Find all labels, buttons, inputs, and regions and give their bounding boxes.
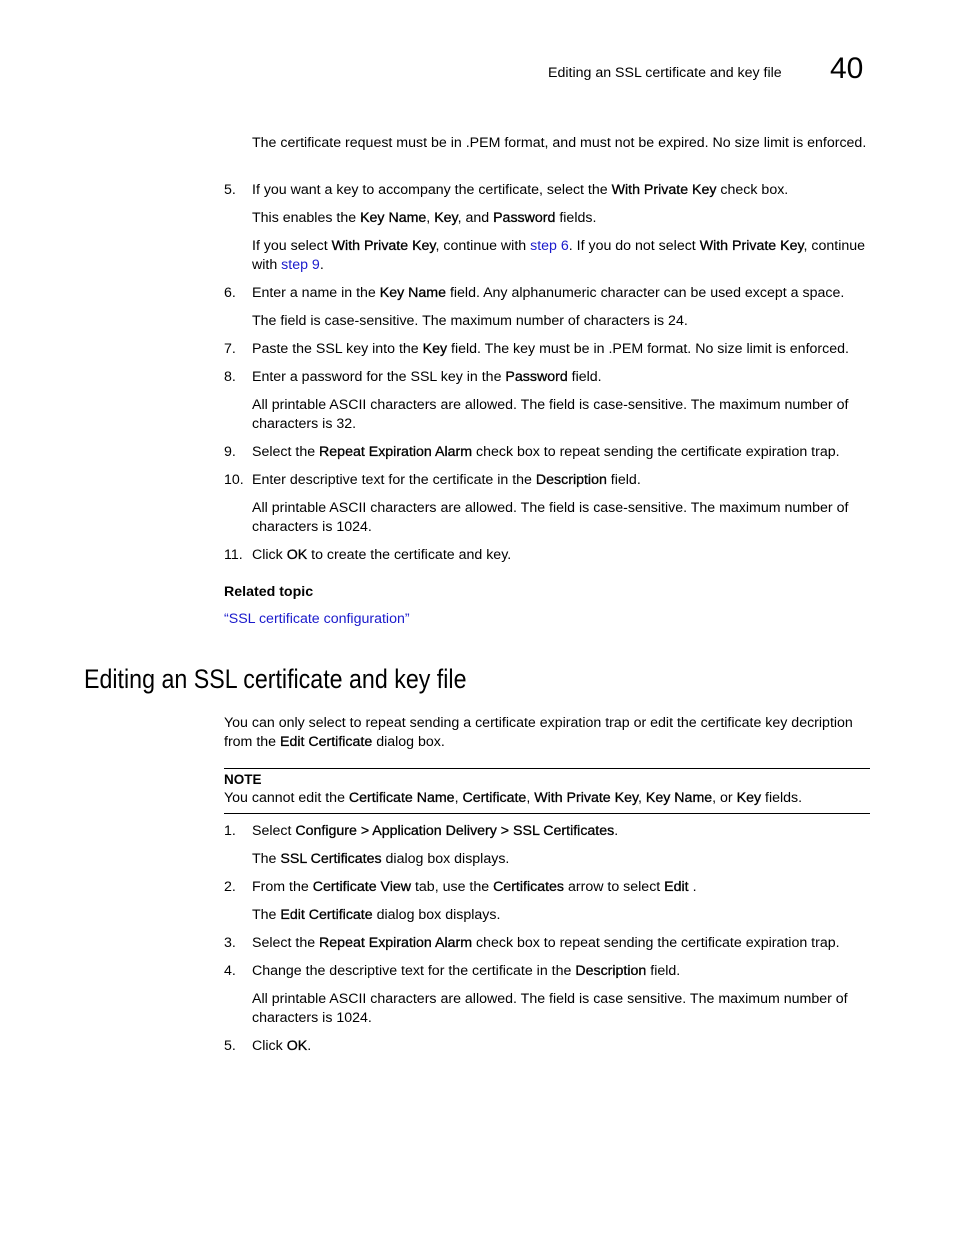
step-number: 9. (224, 444, 236, 460)
edit-step-1-text: Select Configure > Application Delivery > SSL Certificates. (252, 823, 619, 839)
step-6-link[interactable]: step 6 (530, 238, 569, 254)
step-number: 11. (224, 547, 243, 563)
related-topic-link[interactable]: “SSL certificate configuration” (224, 611, 410, 627)
step-number: 10. (224, 472, 244, 488)
edit-step-1-sub: The SSL Certificates dialog box displays. (252, 851, 510, 867)
edit-step-5-text: Click OK. (252, 1038, 312, 1054)
edit-step-2-text: From the Certificate View tab, use the Certificates arrow to select Edit . (252, 879, 697, 895)
edit-step-4-sub: All printable ASCII characters are allowed. The field is case sensitive. The maximum number of characters is 1024. (252, 991, 848, 1026)
step-number: 5. (224, 182, 236, 198)
intro-paragraph: The certificate request must be in .PEM format, and must not be expired. No size limit is enforced. (252, 135, 867, 151)
step-number: 4. (224, 963, 236, 979)
step-9-link[interactable]: step 9 (281, 257, 320, 273)
note-text: You cannot edit the Certificate Name, Certificate, With Private Key, Key Name, or Key fields. (224, 790, 803, 806)
step-6-text: Enter a name in the Key Name field. Any alphanumeric character can be used except a space. (252, 285, 845, 301)
step-8-sub: All printable ASCII characters are allowed. The field is case-sensitive. The maximum number of characters is 32. (252, 397, 849, 432)
step-5-sub-2: If you select With Private Key, continue with step 6. If you do not select With Private Key, continue with step 9. (252, 238, 866, 273)
edit-step-2-sub: The Edit Certificate dialog box displays. (252, 907, 501, 923)
note-box (224, 768, 870, 814)
step-number: 3. (224, 935, 236, 951)
related-topic-heading: Related topic (224, 584, 314, 600)
step-9-text: Select the Repeat Expiration Alarm check box to repeat sending the certificate expiration trap. (252, 444, 840, 460)
chapter-number: 40 (830, 52, 864, 85)
step-10-text: Enter descriptive text for the certificate in the Description field. (252, 472, 641, 488)
step-number: 1. (224, 823, 236, 839)
step-number: 5. (224, 1038, 236, 1054)
step-7-text: Paste the SSL key into the Key field. The key must be in .PEM format. No size limit is enforced. (252, 341, 849, 357)
edit-step-4-text: Change the descriptive text for the certificate in the Description field. (252, 963, 681, 979)
step-number: 2. (224, 879, 236, 895)
step-number: 8. (224, 369, 236, 385)
step-number: 7. (224, 341, 236, 357)
section-title: Editing an SSL certificate and key file (84, 664, 467, 694)
step-8-text: Enter a password for the SSL key in the Password field. (252, 369, 602, 385)
note-label: NOTE (224, 772, 262, 787)
step-number: 6. (224, 285, 236, 301)
edit-step-3-text: Select the Repeat Expiration Alarm check box to repeat sending the certificate expiration trap. (252, 935, 840, 951)
running-header-title: Editing an SSL certificate and key file (548, 65, 782, 81)
step-5-sub-1: This enables the Key Name, Key, and Password fields. (252, 210, 597, 226)
step-5-text: If you want a key to accompany the certificate, select the With Private Key check box. (252, 182, 789, 198)
step-10-sub: All printable ASCII characters are allowed. The field is case-sensitive. The maximum number of characters is 1024. (252, 500, 849, 535)
step-6-sub: The field is case-sensitive. The maximum number of characters is 24. (252, 313, 688, 329)
step-11-text: Click OK to create the certificate and key. (252, 547, 512, 563)
section-intro: You can only select to repeat sending a certificate expiration trap or edit the certificate key decription from the Edit Certificate dialog box. (224, 715, 853, 750)
